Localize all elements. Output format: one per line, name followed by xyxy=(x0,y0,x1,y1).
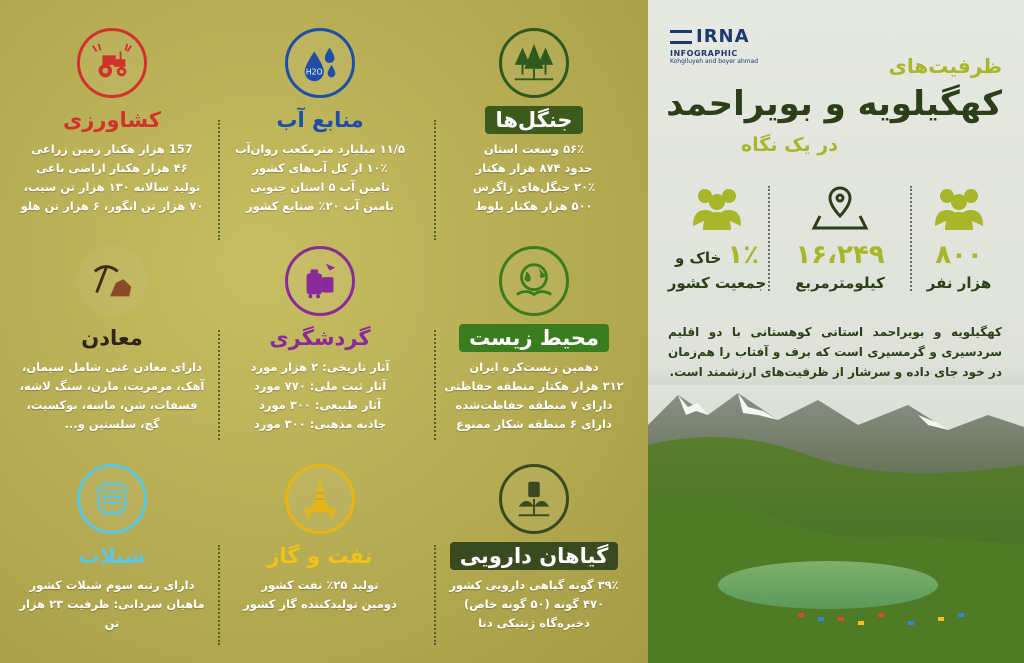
section-line: دومین تولیدکننده گاز کشور xyxy=(243,597,397,611)
section-line: آهک، مرمریت، مارن، سنگ لاشه، xyxy=(19,379,205,393)
section-body xyxy=(436,576,632,633)
pickaxe-icon xyxy=(77,246,147,316)
section-line: ماهیان سردابی: ظرفیت ۲۳ هزار تن xyxy=(19,597,205,630)
separator xyxy=(910,186,912,291)
section-title: جنگل‌ها xyxy=(485,106,582,134)
summary-panel xyxy=(648,0,1024,663)
luggage-icon xyxy=(285,246,355,316)
section-line: آثار ثبت ملی: ۷۷۰ مورد xyxy=(253,379,387,393)
section-water xyxy=(222,28,418,216)
section-line: تولید ۲۵٪ نفت کشور xyxy=(261,578,379,592)
section-oil-gas xyxy=(222,464,418,614)
tractor-icon xyxy=(77,28,147,98)
section-forest xyxy=(436,28,632,216)
section-body xyxy=(14,140,210,216)
section-tourism xyxy=(222,246,418,434)
section-line: ۵۶٪ وسعت استان xyxy=(483,142,585,156)
irna-logo xyxy=(670,26,820,65)
section-title: کشاورزی xyxy=(63,108,161,132)
section-line: دارای ۶ منطقه شکار ممنوع xyxy=(456,417,612,431)
section-body xyxy=(436,140,632,216)
section-line: گچ، سلستین و... xyxy=(64,417,160,431)
stat-value: ۸۰۰ xyxy=(935,240,983,270)
water-drops-icon xyxy=(285,28,355,98)
section-body xyxy=(436,358,632,434)
shale-rock-icon xyxy=(77,464,147,534)
section-line: 157 هزار هکتار زمین زراعی xyxy=(31,142,193,156)
section-line: آثار تاریخی: ۲ هزار مورد xyxy=(250,360,390,374)
oil-rig-icon xyxy=(285,464,355,534)
page-title: کهگیلویه و بویراحمد xyxy=(666,84,1002,124)
section-title: محیط زیست xyxy=(459,324,609,352)
section-body xyxy=(222,140,418,216)
section-body xyxy=(14,358,210,434)
section-herbs xyxy=(436,464,632,633)
stat-label: خاک و xyxy=(674,249,722,267)
section-line: تولید سالانه ۱۳۰ هزار تن سیب، xyxy=(23,180,201,194)
header-line-3: در یک نگاه xyxy=(740,134,838,156)
stat-population xyxy=(904,182,1014,294)
section-line: دارای معادن غنی شامل سیمان، xyxy=(21,360,203,374)
section-line: ۴۶ هزار هکتار اراضی باغی xyxy=(36,161,188,175)
stat-label: هزار نفر xyxy=(926,274,992,292)
section-body xyxy=(14,576,210,633)
section-environment xyxy=(436,246,632,434)
section-agriculture xyxy=(14,28,210,216)
section-line: دارای ۷ منطقه حفاظت‌شده xyxy=(455,398,613,412)
section-line: ۱۱/۵ میلیارد مترمکعب روان‌آب xyxy=(235,142,405,156)
stat-label-2: جمعیت کشور xyxy=(667,274,767,292)
section-line: جاذبه مذهبی: ۳۰۰ مورد xyxy=(253,417,387,431)
logo-subtitle-2: Kohgiluyeh and boyer ahmad xyxy=(670,58,759,65)
section-shale xyxy=(14,464,210,633)
section-line: ۲۰٪ جنگل‌های زاگرس xyxy=(472,180,596,194)
section-line: حدود ۸۷۴ هزار هکتار xyxy=(475,161,593,175)
section-line: فسفات، شن، ماسه، بوکسیت، xyxy=(26,398,198,412)
section-title: معادن xyxy=(81,326,143,350)
separator xyxy=(218,330,220,440)
section-title: منابع آب xyxy=(276,108,364,132)
stat-share xyxy=(662,182,772,294)
svg-text:H2O: H2O xyxy=(305,67,323,77)
trees-icon xyxy=(499,28,569,98)
stat-value: ۱۶،۲۴۹ xyxy=(795,240,885,270)
landscape-photo xyxy=(648,385,1024,663)
section-line: آثار طبیعی: ۳۰۰ مورد xyxy=(258,398,382,412)
section-title: نفت و گاز xyxy=(267,544,373,568)
section-line: دهمین زیست‌کره ایران xyxy=(469,360,599,374)
section-line: ۳۹٪ گونه گیاهی دارویی کشور xyxy=(449,578,619,592)
section-body xyxy=(222,358,418,434)
section-line: ذخیره‌گاه ژنتیکی دنا xyxy=(478,616,590,630)
people-icon xyxy=(687,182,747,234)
section-line: ۴۷۰ گونه (۵۰ گونه خاص) xyxy=(463,597,605,611)
stat-label: کیلومترمربع xyxy=(795,274,885,292)
people-icon xyxy=(929,182,989,234)
stat-area xyxy=(782,182,898,294)
section-line: تامین آب ۵ استان جنوبی xyxy=(250,180,390,194)
logo-text: IRNA xyxy=(696,26,750,47)
map-pin-icon xyxy=(810,182,870,234)
section-line: ۱۰٪ از کل آب‌های کشور xyxy=(252,161,388,175)
logo-subtitle: INFOGRAPHIC xyxy=(670,49,738,58)
section-line: ۵۰۰ هزار هکتار بلوط xyxy=(475,199,593,213)
section-title: گردشگری xyxy=(269,326,371,350)
section-body xyxy=(222,576,418,614)
herb-leaves-icon xyxy=(499,464,569,534)
globe-leaf-icon xyxy=(499,246,569,316)
stat-value: ۱٪ xyxy=(727,240,760,270)
section-line: ۷۰ هزار تن انگور، ۶ هزار تن هلو xyxy=(20,199,204,213)
section-line: دارای رتبه سوم شیلات کشور xyxy=(29,578,195,592)
section-title: گیاهان دارویی xyxy=(450,542,619,570)
header-line-1: ظرفیت‌های xyxy=(888,54,1002,78)
separator xyxy=(218,120,220,240)
section-line: تامین آب ۲۰٪ صنایع کشور xyxy=(246,199,394,213)
separator xyxy=(218,545,220,645)
section-mines xyxy=(14,246,210,434)
section-title: شیلات xyxy=(78,544,146,568)
description: کهگیلویه و بویراحمد استانی کوهستانی با دو اقلیم سردسیری و گرمسیری است که برف و آفتاب را هم‌زمان در خود جای داده و سرشار از ظرفیت‌های ارزشمند است. xyxy=(668,325,1002,379)
section-line: ۳۱۲ هزار هکتار منطقه حفاظتی xyxy=(444,379,624,393)
logo-bar-icon xyxy=(670,30,692,44)
